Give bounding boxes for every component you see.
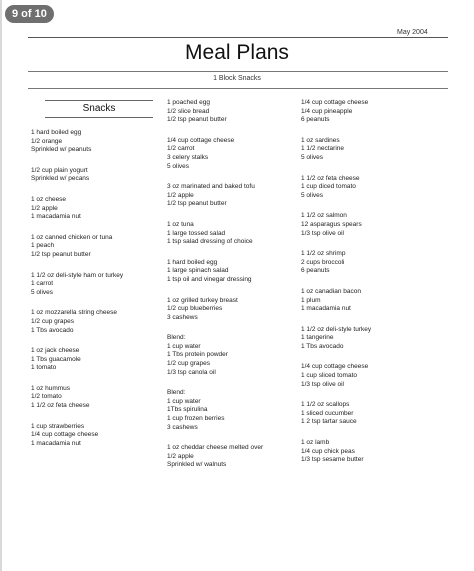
snack-item bbox=[167, 221, 307, 247]
header-rule bbox=[28, 37, 448, 38]
subtitle-rule-bottom bbox=[28, 88, 448, 89]
snack-line: 1 cup water bbox=[167, 342, 201, 350]
snack-line: Blend: bbox=[167, 334, 186, 342]
snack-item bbox=[167, 137, 307, 171]
page-edge bbox=[0, 0, 2, 571]
snack-line: 1 oz sardines bbox=[301, 136, 340, 144]
snack-item bbox=[167, 389, 307, 432]
snack-line: 1 plum bbox=[301, 296, 321, 304]
snack-line: 1/2 cup plain yogurt bbox=[31, 166, 88, 174]
snack-line: Sprinkled w/ walnuts bbox=[167, 461, 227, 469]
snack-line: 1 Tbs guacamole bbox=[31, 355, 81, 363]
page-counter-badge: 9 of 10 bbox=[5, 5, 54, 23]
snack-line: 1 tsp oil and vinegar dressing bbox=[167, 275, 252, 283]
snack-line: 5 olives bbox=[167, 162, 190, 170]
snack-item bbox=[31, 234, 171, 260]
snack-line: 1 2 tsp tartar sauce bbox=[301, 418, 357, 426]
snack-column-3 bbox=[301, 99, 441, 465]
snack-line: 1 peach bbox=[31, 242, 55, 250]
snack-column-1 bbox=[31, 129, 171, 448]
snack-line: 1 oz cheddar cheese melted over bbox=[167, 444, 264, 452]
snack-line: 3 cashews bbox=[167, 313, 198, 321]
page-title: Meal Plans bbox=[185, 41, 289, 64]
snack-line: 1 oz mozzarella string cheese bbox=[31, 309, 117, 317]
snack-line: Sprinkled w/ peanuts bbox=[31, 146, 92, 154]
snack-line: 1 1/2 oz salmon bbox=[301, 212, 347, 220]
snack-item bbox=[301, 175, 441, 201]
snack-line: 1 large spinach salad bbox=[167, 267, 229, 275]
snack-line: 5 olives bbox=[301, 153, 324, 161]
snack-line: 1 large tossed salad bbox=[167, 229, 226, 237]
snack-line: 1 Tbs protein powder bbox=[167, 351, 228, 359]
snack-item bbox=[167, 183, 307, 209]
snack-item bbox=[301, 326, 441, 352]
snack-line: 2 cups broccoli bbox=[301, 258, 345, 266]
snack-line: 1 cup water bbox=[167, 397, 201, 405]
snack-line: Sprinkled w/ pecans bbox=[31, 175, 90, 183]
snack-line: 1 carrot bbox=[31, 280, 54, 288]
document-date: May 2004 bbox=[397, 29, 428, 36]
snack-line: 1/4 cup cottage cheese bbox=[31, 431, 99, 439]
snack-line: 1 oz canadian bacon bbox=[301, 287, 361, 295]
snack-line: 1/2 cup grapes bbox=[167, 360, 211, 368]
snack-line: 1 1/2 oz deli-style turkey bbox=[301, 325, 372, 333]
snack-line: 1 1/2 oz scallops bbox=[301, 401, 350, 409]
snack-item bbox=[301, 137, 441, 163]
snack-line: 1 tangerine bbox=[301, 334, 334, 342]
snack-line: 3 oz marinated and baked tofu bbox=[167, 183, 255, 191]
snack-line: 12 asparagus spears bbox=[301, 220, 362, 228]
snack-item bbox=[31, 423, 171, 449]
snack-line: 1/3 tsp canola oil bbox=[167, 368, 216, 376]
page-subtitle: 1 Block Snacks bbox=[213, 75, 261, 82]
snack-item bbox=[167, 297, 307, 323]
snack-line: 1/4 cup cottage cheese bbox=[301, 99, 369, 106]
snack-line: 1/2 carrot bbox=[167, 145, 195, 153]
snack-line: 1 oz lamb bbox=[301, 439, 330, 447]
subtitle-rule-top bbox=[28, 71, 448, 72]
snack-line: 1 oz cheese bbox=[31, 195, 67, 203]
snack-line: 1 cup strawberries bbox=[31, 422, 85, 430]
snack-line: 1/2 tsp peanut butter bbox=[167, 200, 227, 208]
snacks-heading: Snacks bbox=[82, 103, 116, 114]
snack-line: 1 oz grilled turkey breast bbox=[167, 296, 238, 304]
snack-line: 1 1/2 oz shrimp bbox=[301, 250, 346, 258]
snack-line: 1/4 cup cottage cheese bbox=[167, 136, 235, 144]
snack-line: 3 cashews bbox=[167, 423, 198, 431]
snack-line: 1 1/2 oz feta cheese bbox=[301, 174, 360, 182]
snack-line: 1/2 tomato bbox=[31, 393, 62, 401]
snack-line: 1/4 cup pineapple bbox=[301, 107, 353, 115]
snack-line: 1 macadamia nut bbox=[31, 439, 81, 447]
snack-line: 1 cup diced tomato bbox=[301, 183, 356, 191]
snack-line: 1 oz tuna bbox=[167, 220, 194, 228]
snack-item bbox=[301, 401, 441, 427]
snack-line: 1 Tbs avocado bbox=[31, 326, 74, 334]
snack-line: 1/2 slice bread bbox=[167, 107, 210, 115]
snack-line: 1 hard boiled egg bbox=[31, 129, 82, 136]
snack-item bbox=[301, 99, 441, 125]
snack-item bbox=[31, 385, 171, 411]
snack-line: 1 tomato bbox=[31, 364, 57, 372]
snack-line: 1 macadamia nut bbox=[31, 213, 81, 221]
snacks-rule-bottom bbox=[45, 117, 153, 118]
snack-line: 1/2 apple bbox=[167, 452, 194, 460]
snack-line: 1 oz jack cheese bbox=[31, 347, 80, 355]
snack-item bbox=[167, 259, 307, 285]
snacks-heading-box bbox=[45, 100, 153, 118]
snack-line: 1Tbs spirulina bbox=[167, 406, 208, 414]
snack-line: 1 1/2 oz feta cheese bbox=[31, 402, 90, 410]
snack-line: 1 cup frozen berries bbox=[167, 415, 225, 423]
snack-line: 1/2 cup grapes bbox=[31, 317, 75, 325]
snack-line: 1 poached egg bbox=[167, 99, 211, 106]
snack-line: 3 celery stalks bbox=[167, 153, 209, 161]
snack-line: 6 peanuts bbox=[301, 267, 330, 275]
snack-line: 5 olives bbox=[301, 191, 324, 199]
snack-item bbox=[167, 99, 307, 125]
snack-item bbox=[301, 250, 441, 276]
snack-line: 1/2 cup blueberries bbox=[167, 305, 223, 313]
snack-line: 1 sliced cucumber bbox=[301, 409, 354, 417]
snack-line: 5 olives bbox=[31, 288, 54, 296]
snack-line: 1 macadamia nut bbox=[301, 305, 351, 313]
snack-item bbox=[31, 309, 171, 335]
snack-item bbox=[31, 167, 171, 184]
snack-line: 1 oz canned chicken or tuna bbox=[31, 233, 113, 241]
snack-line: 1 1/2 nectarine bbox=[301, 145, 345, 153]
snack-line: 1/2 tsp peanut butter bbox=[31, 250, 91, 258]
snack-item bbox=[301, 212, 441, 238]
snack-item bbox=[301, 363, 441, 389]
snack-line: 1 cup sliced tomato bbox=[301, 372, 358, 380]
snack-item bbox=[31, 272, 171, 298]
snack-line: 1 tsp salad dressing of choice bbox=[167, 238, 253, 246]
snack-line: 1 oz hummus bbox=[31, 384, 71, 392]
snack-item bbox=[31, 196, 171, 222]
snack-line: 1/2 apple bbox=[167, 191, 194, 199]
snack-line: Blend: bbox=[167, 389, 186, 397]
snack-item bbox=[301, 439, 441, 465]
snack-column-2 bbox=[167, 99, 307, 470]
snack-line: 1/2 apple bbox=[31, 204, 58, 212]
snack-line: 1/4 cup chick peas bbox=[301, 447, 355, 455]
snack-line: 1/3 tsp sesame butter bbox=[301, 456, 364, 464]
snack-line: 1/2 tsp peanut butter bbox=[167, 116, 227, 124]
snack-line: 6 peanuts bbox=[301, 116, 330, 124]
snack-line: 1/3 tsp olive oil bbox=[301, 229, 344, 237]
snack-line: 1 1/2 oz deli-style ham or turkey bbox=[31, 271, 124, 279]
snack-item bbox=[167, 444, 307, 470]
snack-line: 1 Tbs avocado bbox=[301, 342, 344, 350]
snack-line: 1/2 orange bbox=[31, 137, 63, 145]
snack-line: 1/3 tsp olive oil bbox=[301, 380, 344, 388]
snack-line: 1/4 cup cottage cheese bbox=[301, 363, 369, 371]
snack-item bbox=[31, 129, 171, 155]
snack-line: 1 hard boiled egg bbox=[167, 258, 218, 266]
snack-item bbox=[301, 288, 441, 314]
snack-item bbox=[167, 334, 307, 377]
snack-item bbox=[31, 347, 171, 373]
